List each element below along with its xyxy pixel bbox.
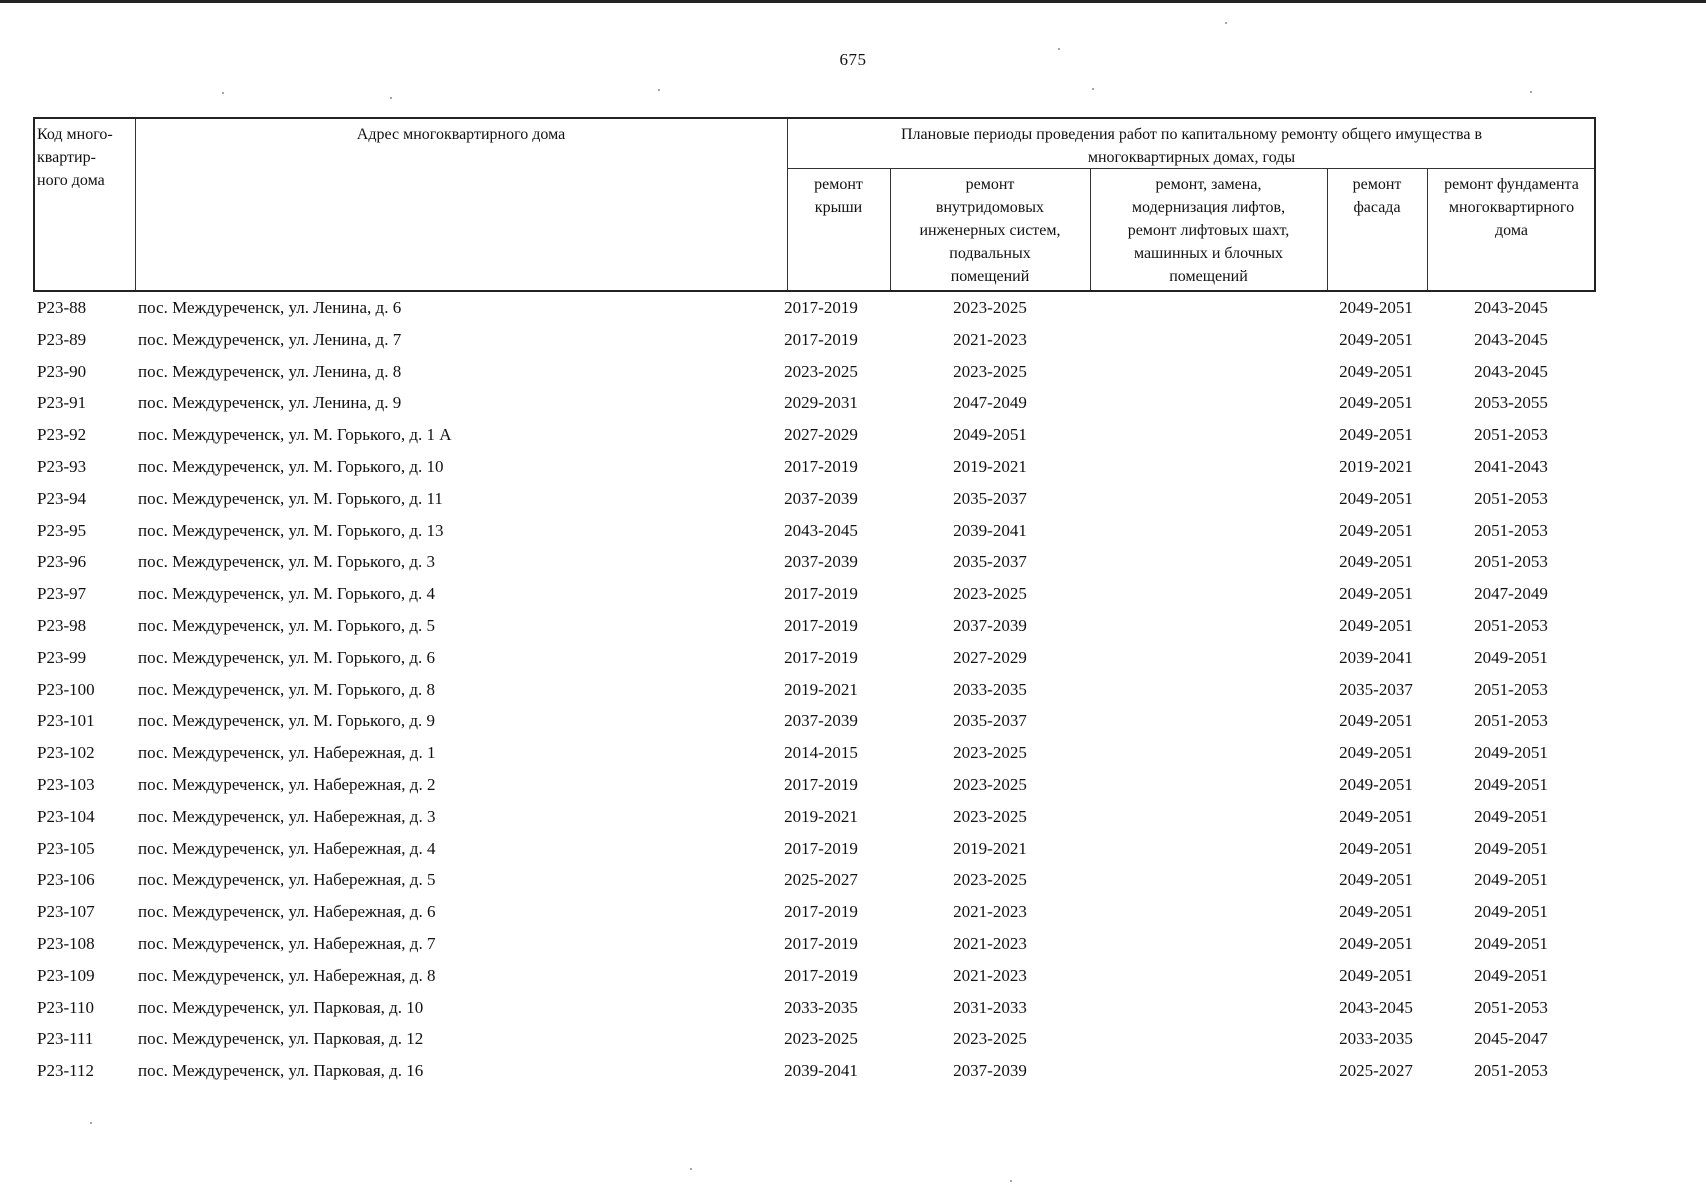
row-roof-period: 2043-2045 [784, 520, 858, 540]
table-row [0, 642, 1706, 674]
row-code: Р23-111 [37, 1029, 94, 1049]
row-roof-period: 2019-2021 [784, 679, 858, 699]
row-foundation-period: 2041-2043 [1474, 457, 1548, 476]
row-facade-period: 2049-2051 [1339, 902, 1413, 922]
scan-speck [690, 1168, 692, 1170]
row-foundation-period: 2043-2045 [1474, 298, 1548, 317]
table-row [0, 546, 1706, 578]
row-roof-period: 2017-2019 [784, 298, 858, 317]
header-engineering: ремонт внутридомовых инженерных систем, подвальных помещений [919, 176, 1061, 285]
row-code: Р23-94 [37, 488, 87, 508]
row-code: Р23-89 [37, 329, 87, 349]
row-address: пос. Междуреченск, ул. М. Горького, д. 8 [138, 679, 436, 699]
table-row [0, 864, 1706, 896]
row-foundation-period: 2049-2051 [1474, 647, 1548, 667]
row-roof-period: 2017-2019 [784, 902, 858, 922]
row-code: Р23-101 [37, 711, 95, 731]
header-address: Адрес многоквартирного дома [356, 126, 566, 143]
header-code: Код много- квартир- ного дома [37, 126, 113, 189]
row-foundation-period: 2051-2053 [1474, 488, 1548, 508]
header-foundation: ремонт фундамента многоквартирного дома [1444, 176, 1579, 239]
row-foundation-period: 2045-2047 [1474, 1029, 1548, 1049]
row-engineering-period: 2023-2025 [953, 806, 1027, 826]
row-engineering-period: 2023-2025 [953, 743, 1027, 763]
row-engineering-period: 2035-2037 [953, 552, 1027, 572]
row-address: пос. Междуреченск, ул. Набережная, д. 8 [138, 965, 436, 985]
row-foundation-period: 2049-2051 [1474, 870, 1548, 890]
row-address: пос. Междуреченск, ул. М. Горького, д. 3 [138, 552, 436, 572]
row-foundation-period: 2047-2049 [1474, 584, 1548, 604]
row-facade-period: 2033-2035 [1339, 1029, 1413, 1049]
row-roof-period: 2029-2031 [784, 393, 858, 413]
scan-speck [658, 89, 660, 91]
scan-speck [390, 97, 392, 99]
row-engineering-period: 2031-2033 [953, 997, 1027, 1017]
row-foundation-period: 2051-2053 [1474, 552, 1548, 572]
row-engineering-period: 2021-2023 [953, 934, 1027, 953]
row-address: пос. Междуреченск, ул. Набережная, д. 3 [138, 806, 436, 826]
row-code: Р23-97 [37, 584, 87, 604]
page-number: 675 [839, 50, 867, 69]
row-code: Р23-92 [37, 425, 87, 445]
row-roof-period: 2025-2027 [784, 870, 858, 890]
table-row [0, 992, 1706, 1024]
row-engineering-period: 2037-2039 [953, 616, 1027, 635]
row-roof-period: 2017-2019 [784, 329, 858, 349]
table-row [0, 674, 1706, 706]
row-foundation-period: 2051-2053 [1474, 425, 1548, 445]
scan-speck [90, 1122, 92, 1124]
row-code: Р23-108 [37, 934, 95, 953]
row-address: пос. Междуреченск, ул. Набережная, д. 6 [138, 902, 436, 922]
table-row [0, 578, 1706, 610]
row-facade-period: 2049-2051 [1339, 361, 1413, 381]
row-address: пос. Междуреченск, ул. Ленина, д. 7 [138, 329, 402, 349]
table-row [0, 705, 1706, 737]
row-code: Р23-103 [37, 775, 95, 794]
row-code: Р23-106 [37, 870, 95, 890]
row-roof-period: 2017-2019 [784, 647, 858, 667]
row-code: Р23-99 [37, 647, 87, 667]
row-engineering-period: 2023-2025 [953, 584, 1027, 604]
scan-speck [222, 92, 224, 94]
row-address: пос. Междуреченск, ул. М. Горького, д. 1 А [138, 425, 452, 445]
row-foundation-period: 2043-2045 [1474, 361, 1548, 381]
row-facade-period: 2049-2051 [1339, 711, 1413, 731]
row-engineering-period: 2037-2039 [953, 1061, 1027, 1081]
row-roof-period: 2037-2039 [784, 552, 858, 572]
row-engineering-period: 2023-2025 [953, 298, 1027, 317]
table-row [0, 737, 1706, 769]
row-address: пос. Междуреченск, ул. Ленина, д. 6 [138, 298, 402, 317]
row-roof-period: 2027-2029 [784, 425, 858, 445]
row-roof-period: 2023-2025 [784, 1029, 858, 1049]
row-roof-period: 2017-2019 [784, 775, 858, 794]
table-row [0, 1023, 1706, 1055]
row-address: пос. Междуреченск, ул. Ленина, д. 8 [138, 361, 402, 381]
header-planned-periods: Плановые периоды проведения работ по капитальному ремонту общего имущества в многоквартирных домах, годы [900, 126, 1483, 166]
table-row [0, 769, 1706, 801]
row-address: пос. Междуреченск, ул. М. Горького, д. 13 [138, 520, 444, 540]
row-foundation-period: 2051-2053 [1474, 1061, 1548, 1081]
header-elevators: ремонт, замена, модернизация лифтов, ремонт лифтовых шахт, машинных и блочных помещений [1127, 176, 1290, 285]
header-facade: ремонт фасада [1352, 176, 1402, 216]
table-row [0, 419, 1706, 451]
row-facade-period: 2049-2051 [1339, 298, 1413, 317]
row-code: Р23-107 [37, 902, 95, 922]
table-row [0, 451, 1706, 483]
row-roof-period: 2017-2019 [784, 965, 858, 985]
row-address: пос. Междуреченск, ул. М. Горького, д. 6 [138, 647, 436, 667]
row-facade-period: 2019-2021 [1339, 457, 1413, 476]
row-foundation-period: 2049-2051 [1474, 838, 1548, 858]
row-foundation-period: 2049-2051 [1474, 934, 1548, 953]
row-engineering-period: 2035-2037 [953, 488, 1027, 508]
row-roof-period: 2033-2035 [784, 997, 858, 1017]
table-row [0, 515, 1706, 547]
row-facade-period: 2043-2045 [1339, 997, 1413, 1017]
row-facade-period: 2049-2051 [1339, 965, 1413, 985]
row-engineering-period: 2021-2023 [953, 902, 1027, 922]
row-roof-period: 2037-2039 [784, 711, 858, 731]
row-facade-period: 2035-2037 [1339, 679, 1413, 699]
row-code: Р23-110 [37, 997, 94, 1017]
scan-speck [1225, 22, 1227, 24]
row-foundation-period: 2053-2055 [1474, 393, 1548, 413]
row-facade-period: 2049-2051 [1339, 584, 1413, 604]
row-address: пос. Междуреченск, ул. Набережная, д. 2 [138, 775, 436, 794]
row-code: Р23-112 [37, 1061, 94, 1081]
row-address: пос. Междуреченск, ул. Парковая, д. 10 [138, 997, 424, 1017]
row-facade-period: 2049-2051 [1339, 616, 1413, 635]
row-code: Р23-98 [37, 616, 87, 635]
row-engineering-period: 2035-2037 [953, 711, 1027, 731]
row-facade-period: 2025-2027 [1339, 1061, 1413, 1081]
row-address: пос. Междуреченск, ул. М. Горького, д. 4 [138, 584, 436, 604]
table-row [0, 356, 1706, 388]
row-address: пос. Междуреченск, ул. М. Горького, д. 9 [138, 711, 436, 731]
row-foundation-period: 2049-2051 [1474, 806, 1548, 826]
table-row [0, 483, 1706, 515]
row-engineering-period: 2023-2025 [953, 361, 1027, 381]
row-facade-period: 2049-2051 [1339, 838, 1413, 858]
row-engineering-period: 2033-2035 [953, 679, 1027, 699]
table-row [0, 387, 1706, 419]
row-code: Р23-91 [37, 393, 87, 413]
table-row [0, 1055, 1706, 1087]
row-facade-period: 2049-2051 [1339, 520, 1413, 540]
row-roof-period: 2019-2021 [784, 806, 858, 826]
row-facade-period: 2049-2051 [1339, 870, 1413, 890]
row-facade-period: 2049-2051 [1339, 488, 1413, 508]
row-address: пос. Междуреченск, ул. Набережная, д. 1 [138, 743, 436, 763]
row-code: Р23-90 [37, 361, 87, 381]
table-row [0, 833, 1706, 865]
row-foundation-period: 2049-2051 [1474, 965, 1548, 985]
row-facade-period: 2049-2051 [1339, 775, 1413, 794]
row-facade-period: 2049-2051 [1339, 806, 1413, 826]
row-address: пос. Междуреченск, ул. М. Горького, д. 11 [138, 488, 443, 508]
table-row [0, 610, 1706, 642]
row-address: пос. Междуреченск, ул. Ленина, д. 9 [138, 393, 402, 413]
row-foundation-period: 2051-2053 [1474, 616, 1548, 635]
row-engineering-period: 2049-2051 [953, 425, 1027, 445]
scan-speck [1530, 91, 1532, 93]
row-foundation-period: 2049-2051 [1474, 775, 1548, 794]
row-facade-period: 2049-2051 [1339, 425, 1413, 445]
row-facade-period: 2049-2051 [1339, 552, 1413, 572]
row-address: пос. Междуреченск, ул. Парковая, д. 16 [138, 1061, 424, 1081]
table-row [0, 324, 1706, 356]
row-foundation-period: 2051-2053 [1474, 711, 1548, 731]
row-facade-period: 2049-2051 [1339, 934, 1413, 953]
row-engineering-period: 2039-2041 [953, 520, 1027, 540]
row-roof-period: 2017-2019 [784, 934, 858, 953]
row-code: Р23-104 [37, 806, 95, 826]
scan-speck [1092, 88, 1094, 90]
row-roof-period: 2017-2019 [784, 457, 858, 476]
row-engineering-period: 2023-2025 [953, 775, 1027, 794]
row-code: Р23-95 [37, 520, 87, 540]
row-code: Р23-105 [37, 838, 95, 858]
row-facade-period: 2049-2051 [1339, 743, 1413, 763]
row-code: Р23-109 [37, 965, 95, 985]
row-roof-period: 2014-2015 [784, 743, 858, 763]
row-code: Р23-102 [37, 743, 95, 763]
table-row [0, 928, 1706, 960]
scan-speck [1010, 1180, 1012, 1182]
row-facade-period: 2049-2051 [1339, 393, 1413, 413]
row-engineering-period: 2047-2049 [953, 393, 1027, 413]
row-code: Р23-93 [37, 457, 87, 476]
row-foundation-period: 2043-2045 [1474, 329, 1548, 349]
row-facade-period: 2049-2051 [1339, 329, 1413, 349]
row-address: пос. Междуреченск, ул. М. Горького, д. 5 [138, 616, 436, 635]
row-engineering-period: 2021-2023 [953, 965, 1027, 985]
row-facade-period: 2039-2041 [1339, 647, 1413, 667]
row-roof-period: 2017-2019 [784, 616, 858, 635]
table-row [0, 292, 1706, 324]
row-foundation-period: 2051-2053 [1474, 679, 1548, 699]
row-foundation-period: 2049-2051 [1474, 743, 1548, 763]
table-row [0, 801, 1706, 833]
row-roof-period: 2023-2025 [784, 361, 858, 381]
row-roof-period: 2037-2039 [784, 488, 858, 508]
row-roof-period: 2039-2041 [784, 1061, 858, 1081]
row-engineering-period: 2019-2021 [953, 457, 1027, 476]
row-foundation-period: 2049-2051 [1474, 902, 1548, 922]
row-engineering-period: 2023-2025 [953, 870, 1027, 890]
row-foundation-period: 2051-2053 [1474, 520, 1548, 540]
row-engineering-period: 2027-2029 [953, 647, 1027, 667]
row-address: пос. Междуреченск, ул. Набережная, д. 5 [138, 870, 436, 890]
row-roof-period: 2017-2019 [784, 584, 858, 604]
table-row [0, 960, 1706, 992]
row-address: пос. Междуреченск, ул. М. Горького, д. 10 [138, 457, 444, 476]
row-engineering-period: 2019-2021 [953, 838, 1027, 858]
row-address: пос. Междуреченск, ул. Набережная, д. 4 [138, 838, 436, 858]
row-address: пос. Междуреченск, ул. Набережная, д. 7 [138, 934, 436, 953]
scan-speck [1058, 48, 1060, 50]
row-foundation-period: 2051-2053 [1474, 997, 1548, 1017]
table-row [0, 896, 1706, 928]
row-roof-period: 2017-2019 [784, 838, 858, 858]
row-address: пос. Междуреченск, ул. Парковая, д. 12 [138, 1029, 424, 1049]
row-engineering-period: 2023-2025 [953, 1029, 1027, 1049]
row-code: Р23-96 [37, 552, 87, 572]
row-engineering-period: 2021-2023 [953, 329, 1027, 349]
row-code: Р23-88 [37, 298, 87, 317]
table-header [33, 117, 1596, 292]
header-roof: ремонт крыши [814, 176, 863, 216]
row-code: Р23-100 [37, 679, 95, 699]
top-border-rule [0, 0, 1706, 3]
